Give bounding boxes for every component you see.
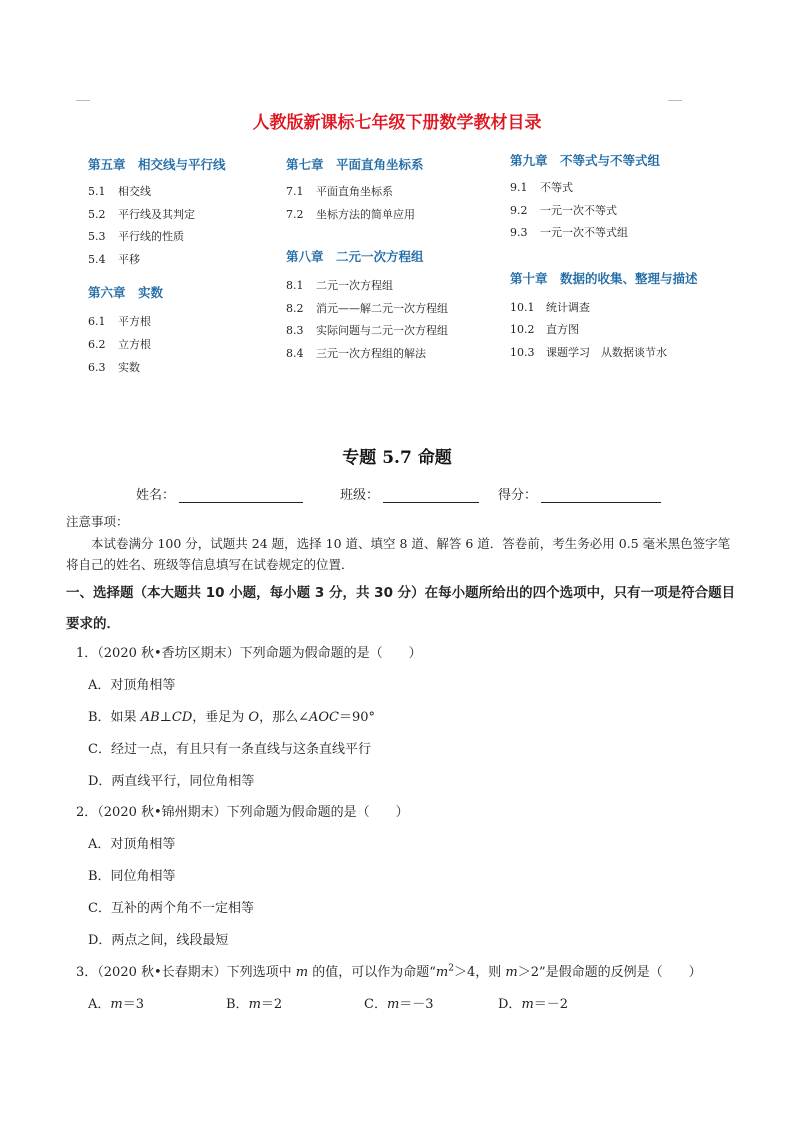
chapter-title: 第十章 数据的收集、整理与描述: [510, 270, 698, 286]
chapter-title: 第九章 不等式与不等式组: [510, 153, 661, 168]
name-label: 姓名：: [136, 488, 176, 503]
question-1-stem: 1．（2020 秋•香坊区期末）下列命题为假命题的是（ ）: [76, 646, 422, 661]
question-1-option-c[interactable]: C．经过一点，有且只有一条直线与这条直线平行: [88, 742, 371, 757]
header-mark-left: [76, 100, 90, 101]
toc-column-3: [510, 151, 698, 367]
class-blank[interactable]: [383, 488, 479, 503]
toc-column-1: [88, 155, 226, 381]
question-3-option-c[interactable]: C．m＝－3: [364, 997, 434, 1012]
toc-title: 人教版新课标七年级下册数学教材目录: [252, 113, 542, 133]
score-blank[interactable]: [541, 488, 661, 503]
question-3-option-b[interactable]: B．m＝2: [226, 997, 283, 1012]
toc-item: 6.1 平方根: [88, 315, 151, 329]
toc-item: 10.3 课题学习 从数据谈节水: [510, 345, 667, 359]
chapter-title: 第八章 二元一次方程组: [286, 249, 424, 265]
question-2-option-d[interactable]: D．两点之间，线段最短: [88, 933, 229, 948]
class-field[interactable]: [340, 484, 479, 503]
question-3-stem: 3．（2020 秋•长春期末）下列选项中 m 的值，可以作为命题“$m^2>4$，则 m＞2”是假命题的反例是（ ）: [76, 963, 702, 980]
toc-item: 9.1 不等式: [510, 181, 573, 194]
toc-item: 5.2 平行线及其判定: [88, 207, 195, 221]
chapter-title: 第六章 实数: [88, 285, 164, 301]
section-1-heading: 一、选择题（本大题共 10 小题，每小题 3 分，共 30 分）在每小题所给出的四个选项中，只有一项是符合题目要求的．: [66, 585, 736, 632]
class-label: 班级：: [340, 488, 380, 503]
toc-item: 9.3 一元一次不等式组: [510, 226, 628, 240]
name-blank[interactable]: [179, 488, 303, 503]
toc-column-2: [286, 155, 448, 368]
question-2-option-b[interactable]: B．同位角相等: [88, 869, 176, 884]
toc-item: 8.4 三元一次方程组的解法: [286, 346, 426, 360]
question-2-stem: 2．（2020 秋•锦州期末）下列命题为假命题的是（ ）: [76, 805, 409, 820]
toc-item: 10.2 直方图: [510, 323, 579, 337]
exam-title: 专题 5.7 命题: [342, 448, 452, 468]
name-field[interactable]: [136, 484, 303, 503]
toc-item: 7.1 平面直角坐标系: [286, 185, 393, 198]
question-2-option-a[interactable]: A．对顶角相等: [88, 837, 176, 852]
toc-item: 8.2 消元——解二元一次方程组: [286, 301, 448, 315]
toc-item: 5.4 平移: [88, 252, 140, 266]
toc-item: 8.3 实际问题与二元一次方程组: [286, 324, 448, 338]
toc-item: 9.2 一元一次不等式: [510, 203, 617, 217]
question-1-option-a[interactable]: A．对顶角相等: [88, 678, 176, 693]
header-mark-right: [668, 100, 682, 101]
question-3-option-d[interactable]: D．m＝－2: [498, 997, 569, 1012]
toc-item: 8.1 二元一次方程组: [286, 279, 393, 293]
toc-item: 5.1 相交线: [88, 185, 151, 198]
toc-item: 5.3 平行线的性质: [88, 230, 184, 244]
chapter-title: 第五章 相交线与平行线: [88, 157, 226, 172]
score-label: 得分：: [498, 488, 538, 503]
score-field[interactable]: [498, 484, 661, 503]
toc-item: 6.2 立方根: [88, 337, 151, 351]
toc-item: 6.3 实数: [88, 360, 140, 374]
notes-title: 注意事项：: [66, 514, 129, 529]
toc-item: 10.1 统计调查: [510, 300, 590, 314]
question-1-option-b[interactable]: B．如果 AB⊥CD，垂足为 O，那么∠AOC＝90°: [88, 710, 376, 725]
question-3-option-a[interactable]: A．m＝3: [88, 997, 144, 1012]
question-2-option-c[interactable]: C．互补的两个角不一定相等: [88, 901, 254, 916]
toc-item: 7.2 坐标方法的简单应用: [286, 207, 415, 221]
notes-body: 本试卷满分 100 分，试题共 24 题，选择 10 道、填空 8 道、解答 6 道．答卷前，考生务必用 0.5 毫米黑色签字笔将自己的姓名、班级等信息填写在试卷规定的位置．: [66, 536, 731, 572]
chapter-title: 第七章 平面直角坐标系: [286, 157, 424, 172]
question-1-option-d[interactable]: D．两直线平行，同位角相等: [88, 774, 255, 789]
